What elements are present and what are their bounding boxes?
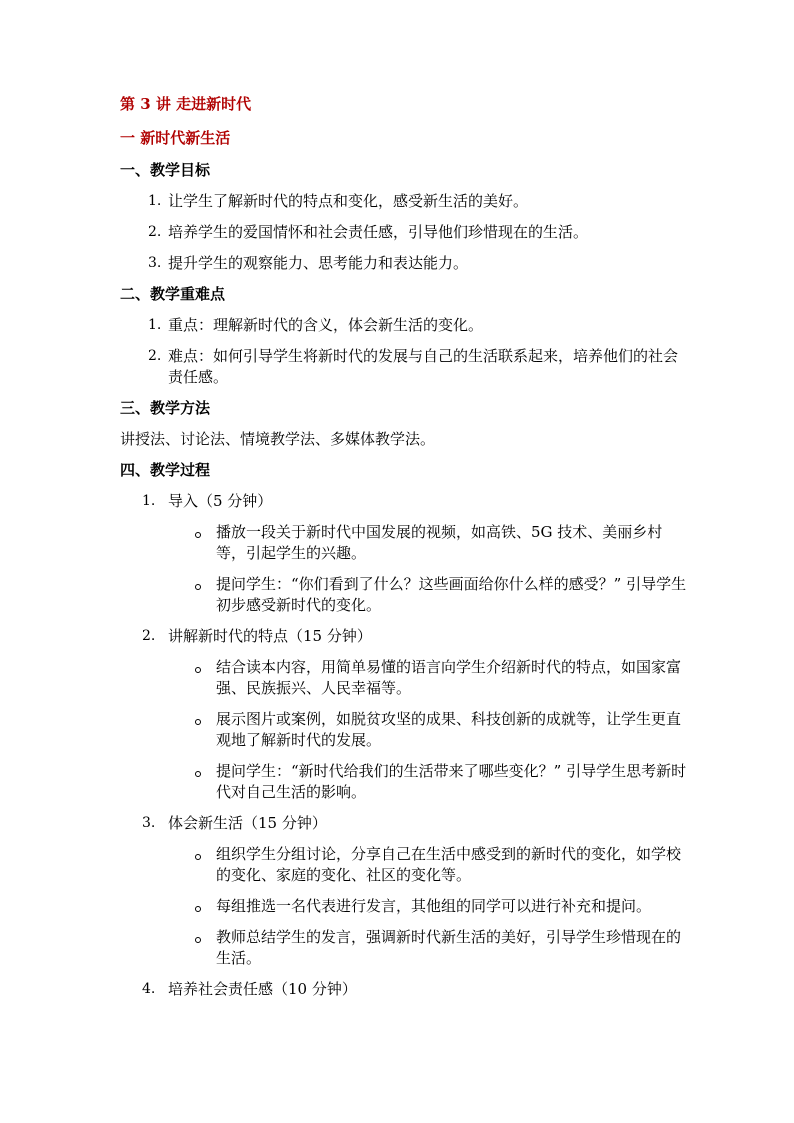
methods-text: 讲授法、讨论法、情境教学法、多媒体教学法。 <box>120 430 436 448</box>
bullet-circle-icon <box>120 574 216 616</box>
process-step <box>120 813 690 969</box>
list-item-text: 让学生了解新时代的特点和变化，感受新生活的美好。 <box>168 192 529 210</box>
section-heading-keys: 二、教学重难点 <box>120 285 226 303</box>
step-number: 2. <box>142 628 156 644</box>
step-bullets <box>120 844 690 969</box>
bullet-circle-icon <box>120 896 216 917</box>
section-heading-methods: 三、教学方法 <box>120 399 211 417</box>
list-number: 2. <box>148 224 162 240</box>
page-subtitle: 一 新时代新生活 <box>120 129 231 147</box>
bullet-text: 每组推选一名代表进行发言，其他组的同学可以进行补充和提问。 <box>216 897 652 915</box>
bullet-circle-icon <box>120 657 216 699</box>
bullet-circle-icon <box>120 844 216 886</box>
process-step <box>120 491 690 616</box>
list-number: 1. <box>148 193 162 209</box>
list-item <box>120 222 690 243</box>
bullet-text: 展示图片或案例，如脱贫攻坚的成果、科技创新的成就等，让学生更直观地了解新时代的发展。 <box>216 710 682 749</box>
bullet-text: 提问学生：“新时代给我们的生活带来了哪些变化？” 引导学生思考新时代对自己生活的影响。 <box>216 762 687 801</box>
list-number: 1. <box>148 317 162 333</box>
bullet-text: 播放一段关于新时代中国发展的视频，如高铁、5G 技术、美丽乡村等，引起学生的兴趣。 <box>216 523 663 562</box>
list-item-text: 提升学生的观察能力、思考能力和表达能力。 <box>168 254 469 272</box>
page-title: 第 3 讲 走进新时代 <box>120 95 252 113</box>
bullet-circle-icon <box>120 761 216 803</box>
bullet-item <box>120 896 690 917</box>
step-bullets <box>120 522 690 616</box>
list-item <box>120 191 690 212</box>
step-number: 4. <box>142 981 156 997</box>
step-title: 讲解新时代的特点（15 分钟） <box>168 627 372 645</box>
step-title: 体会新生活（15 分钟） <box>168 814 327 832</box>
bullet-text: 教师总结学生的发言，强调新时代新生活的美好，引导学生珍惜现在的生活。 <box>216 928 682 967</box>
step-number: 1. <box>142 493 156 509</box>
list-item-text: 培养学生的爱国情怀和社会责任感，引导他们珍惜现在的生活。 <box>168 223 589 241</box>
list-number: 3. <box>148 255 162 271</box>
bullet-item <box>120 574 690 616</box>
list-item-text: 难点：如何引导学生将新时代的发展与自己的生活联系起来，培养他们的社会责任感。 <box>168 347 679 386</box>
list-item-text: 重点：理解新时代的含义，体会新生活的变化。 <box>168 316 484 334</box>
list-number: 2. <box>148 348 162 364</box>
section-heading-process: 四、教学过程 <box>120 461 211 479</box>
list-item <box>120 315 690 336</box>
process-step <box>120 626 690 803</box>
bullet-item <box>120 844 690 886</box>
bullet-text: 组织学生分组讨论，分享自己在生活中感受到的新时代的变化，如学校的变化、家庭的变化、社区的变化等。 <box>216 845 682 884</box>
step-title: 培养社会责任感（10 分钟） <box>168 980 357 998</box>
bullet-item <box>120 522 690 564</box>
document-page <box>120 94 690 1010</box>
bullet-circle-icon <box>120 709 216 751</box>
bullet-circle-icon <box>120 927 216 969</box>
step-title: 导入（5 分钟） <box>168 492 273 510</box>
bullet-text: 提问学生：“你们看到了什么？这些画面给你什么样的感受？” 引导学生初步感受新时代的变化。 <box>216 575 687 614</box>
process-step <box>120 979 690 1000</box>
step-number: 3. <box>142 815 156 831</box>
step-bullets <box>120 657 690 803</box>
list-item <box>120 253 690 274</box>
bullet-circle-icon <box>120 522 216 564</box>
bullet-item <box>120 709 690 751</box>
bullet-item <box>120 761 690 803</box>
bullet-text: 结合读本内容，用简单易懂的语言向学生介绍新时代的特点，如国家富强、民族振兴、人民幸福等。 <box>216 658 682 697</box>
bullet-item <box>120 657 690 699</box>
section-heading-goals: 一、教学目标 <box>120 161 211 179</box>
list-item <box>120 346 690 388</box>
bullet-item <box>120 927 690 969</box>
